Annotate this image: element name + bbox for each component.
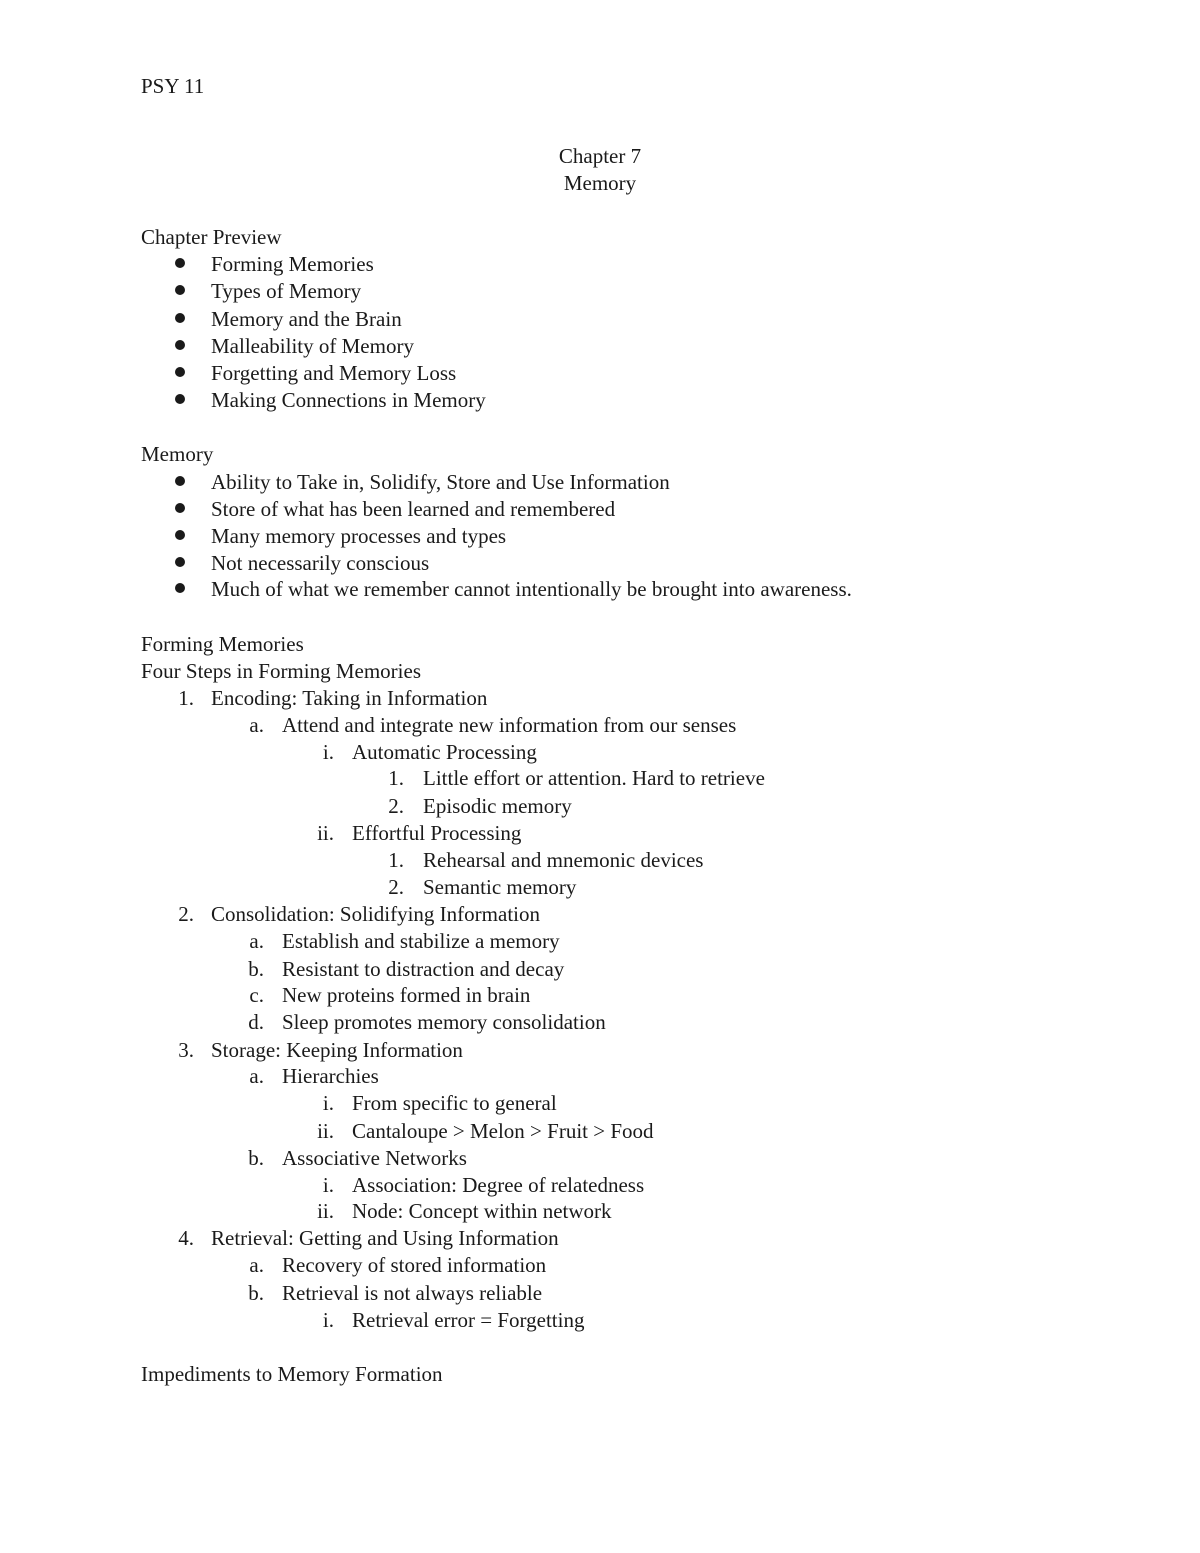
outline-item: Recovery of stored information	[282, 1253, 547, 1277]
outline-item: New proteins formed in brain	[282, 983, 531, 1007]
outline-item: Association: Degree of relatedness	[352, 1173, 645, 1197]
chapter-title: Memory	[563, 171, 637, 195]
list-item: Forgetting and Memory Loss	[211, 361, 457, 385]
list-item: Memory and the Brain	[211, 307, 402, 331]
outline-marker: i.	[322, 1173, 334, 1197]
outline-marker: i.	[322, 1308, 334, 1332]
outline-marker: c.	[249, 983, 264, 1007]
list-item: Not necessarily conscious	[211, 551, 430, 575]
outline-item: Effortful Processing	[352, 821, 522, 845]
outline-marker: b.	[248, 1281, 264, 1305]
outline-item: Retrieval error = Forgetting	[352, 1308, 585, 1332]
outline-item: Establish and stabilize a memory	[282, 929, 560, 953]
bullet-icon	[175, 503, 185, 513]
section-heading-forming: Forming Memories	[141, 632, 304, 656]
outline-item: From specific to general	[352, 1091, 557, 1115]
bullet-icon	[175, 367, 185, 377]
bullet-icon	[175, 258, 185, 268]
bullet-icon	[175, 530, 185, 540]
outline-item: Sleep promotes memory consolidation	[282, 1010, 606, 1034]
outline-marker: 2.	[178, 902, 194, 926]
list-item: Much of what we remember cannot intentionally be brought into awareness.	[211, 577, 852, 601]
outline-marker: i.	[322, 1091, 334, 1115]
outline-item: Hierarchies	[282, 1064, 379, 1088]
list-item: Making Connections in Memory	[211, 388, 486, 412]
outline-item: Little effort or attention. Hard to retrieve	[423, 766, 765, 790]
outline-marker: a.	[249, 929, 264, 953]
bullet-icon	[175, 394, 185, 404]
outline-marker: a.	[249, 713, 264, 737]
outline-marker: 1.	[388, 766, 404, 790]
chapter-number: Chapter 7	[558, 144, 642, 168]
outline-marker: ii.	[317, 1119, 334, 1143]
outline-item: Node: Concept within network	[352, 1199, 612, 1223]
outline-item: Resistant to distraction and decay	[282, 957, 565, 981]
bullet-icon	[175, 557, 185, 567]
list-item: Ability to Take in, Solidify, Store and Use Information	[211, 470, 670, 494]
outline-item: Semantic memory	[423, 875, 577, 899]
subheading-four-steps: Four Steps in Forming Memories	[141, 659, 422, 683]
outline-marker: ii.	[317, 821, 334, 845]
outline-marker: b.	[248, 1146, 264, 1170]
outline-marker: d.	[248, 1010, 264, 1034]
bullet-icon	[175, 476, 185, 486]
section-heading-memory: Memory	[141, 442, 214, 466]
outline-marker: 1.	[178, 686, 194, 710]
outline-item: Cantaloupe > Melon > Fruit > Food	[352, 1119, 654, 1143]
list-item: Forming Memories	[211, 252, 374, 276]
outline-item: Retrieval: Getting and Using Information	[211, 1226, 559, 1250]
outline-item: Rehearsal and mnemonic devices	[423, 848, 704, 872]
outline-item: Encoding: Taking in Information	[211, 686, 488, 710]
outline-marker: 2.	[388, 794, 404, 818]
outline-item: Storage: Keeping Information	[211, 1038, 463, 1062]
outline-marker: a.	[249, 1253, 264, 1277]
outline-item: Attend and integrate new information from our senses	[282, 713, 737, 737]
bullet-icon	[175, 285, 185, 295]
outline-marker: 1.	[388, 848, 404, 872]
outline-item: Automatic Processing	[352, 740, 537, 764]
outline-marker: 2.	[388, 875, 404, 899]
list-item: Many memory processes and types	[211, 524, 507, 548]
outline-item: Episodic memory	[423, 794, 572, 818]
outline-item: Consolidation: Solidifying Information	[211, 902, 540, 926]
outline-marker: i.	[322, 740, 334, 764]
list-item: Types of Memory	[211, 279, 362, 303]
bullet-icon	[175, 313, 185, 323]
bullet-icon	[175, 340, 185, 350]
outline-item: Retrieval is not always reliable	[282, 1281, 543, 1305]
outline-marker: b.	[248, 957, 264, 981]
list-item: Malleability of Memory	[211, 334, 414, 358]
outline-item: Associative Networks	[282, 1146, 467, 1170]
section-heading-impediments: Impediments to Memory Formation	[141, 1362, 443, 1386]
section-heading-preview: Chapter Preview	[141, 225, 282, 249]
course-code: PSY 11	[141, 74, 205, 98]
outline-marker: ii.	[317, 1199, 334, 1223]
bullet-icon	[175, 583, 185, 593]
outline-marker: 4.	[178, 1226, 194, 1250]
list-item: Store of what has been learned and remembered	[211, 497, 616, 521]
outline-marker: 3.	[178, 1038, 194, 1062]
outline-marker: a.	[249, 1064, 264, 1088]
